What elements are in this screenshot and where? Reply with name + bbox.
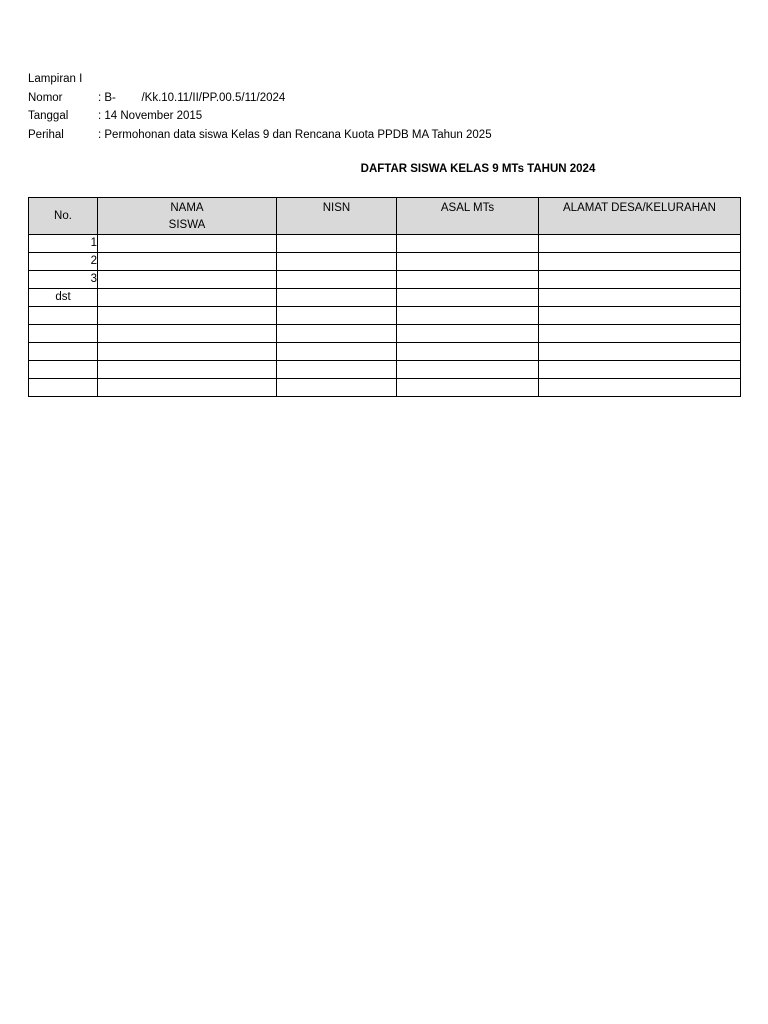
table-row: [29, 379, 741, 397]
nomor-line: [28, 89, 492, 108]
tanggal-label: Tanggal: [28, 110, 69, 122]
cell-nisn: [277, 361, 397, 379]
table-row: [29, 289, 741, 307]
table-row: [29, 325, 741, 343]
cell-asal: [397, 343, 539, 361]
cell-nama: [98, 271, 277, 289]
cell-nama: [98, 235, 277, 253]
cell-no: [29, 343, 98, 361]
cell-no: [29, 379, 98, 397]
cell-asal: [397, 253, 539, 271]
col-header-nama-line2: SISWA: [168, 219, 206, 231]
cell-alamat: [539, 271, 741, 289]
cell-nama: [98, 307, 277, 325]
cell-asal: [397, 379, 539, 397]
tanggal-line: [28, 107, 492, 126]
cell-nama: [98, 361, 277, 379]
col-header-asal-mts: ASAL MTs: [397, 198, 539, 235]
cell-no: 3: [29, 271, 98, 289]
student-table: [28, 197, 741, 397]
cell-asal: [397, 325, 539, 343]
cell-nisn: [277, 307, 397, 325]
col-header-no: No.: [29, 198, 98, 235]
table-header-row: [29, 198, 741, 235]
table-row: [29, 361, 741, 379]
cell-nisn: [277, 235, 397, 253]
letter-header: [28, 70, 492, 144]
table-row: [29, 271, 741, 289]
cell-nisn: [277, 289, 397, 307]
cell-alamat: [539, 289, 741, 307]
document-title: DAFTAR SISWA KELAS 9 MTs TAHUN 2024: [360, 163, 596, 175]
cell-asal: [397, 271, 539, 289]
cell-nisn: [277, 325, 397, 343]
cell-no: 2: [29, 253, 98, 271]
perihal-line: [28, 126, 492, 145]
nomor-label: Nomor: [28, 91, 63, 104]
cell-nisn: [277, 379, 397, 397]
table-row: [29, 253, 741, 271]
table-row: [29, 343, 741, 361]
lampiran-line: Lampiran I: [28, 73, 83, 85]
cell-alamat: [539, 235, 741, 253]
cell-nisn: [277, 343, 397, 361]
col-header-alamat: ALAMAT DESA/KELURAHAN: [539, 198, 741, 235]
cell-nisn: [277, 271, 397, 289]
table-row: [29, 307, 741, 325]
cell-asal: [397, 235, 539, 253]
cell-alamat: [539, 379, 741, 397]
cell-nama: [98, 289, 277, 307]
cell-asal: [397, 307, 539, 325]
cell-alamat: [539, 253, 741, 271]
perihal-value: : Permohonan data siswa Kelas 9 dan Rencana Kuota PPDB MA Tahun 2025: [98, 128, 492, 141]
col-header-nama-siswa: [98, 198, 277, 235]
table-row: [29, 235, 741, 253]
cell-no: dst: [29, 289, 98, 307]
nomor-value: : B- /Kk.10.11/II/PP.00.5/11/2024: [98, 91, 286, 104]
cell-asal: [397, 289, 539, 307]
cell-nama: [98, 253, 277, 271]
cell-alamat: [539, 361, 741, 379]
cell-nama: [98, 343, 277, 361]
cell-nama: [98, 325, 277, 343]
cell-no: [29, 325, 98, 343]
cell-nisn: [277, 253, 397, 271]
cell-alamat: [539, 325, 741, 343]
cell-alamat: [539, 307, 741, 325]
cell-alamat: [539, 343, 741, 361]
cell-no: [29, 307, 98, 325]
tanggal-value: : 14 November 2015: [98, 110, 203, 122]
cell-nama: [98, 379, 277, 397]
col-header-nama-line1: NAMA: [170, 202, 204, 214]
cell-asal: [397, 361, 539, 379]
col-header-nisn: NISN: [277, 198, 397, 235]
cell-no: 1: [29, 235, 98, 253]
cell-no: [29, 361, 98, 379]
perihal-label: Perihal: [28, 128, 64, 141]
